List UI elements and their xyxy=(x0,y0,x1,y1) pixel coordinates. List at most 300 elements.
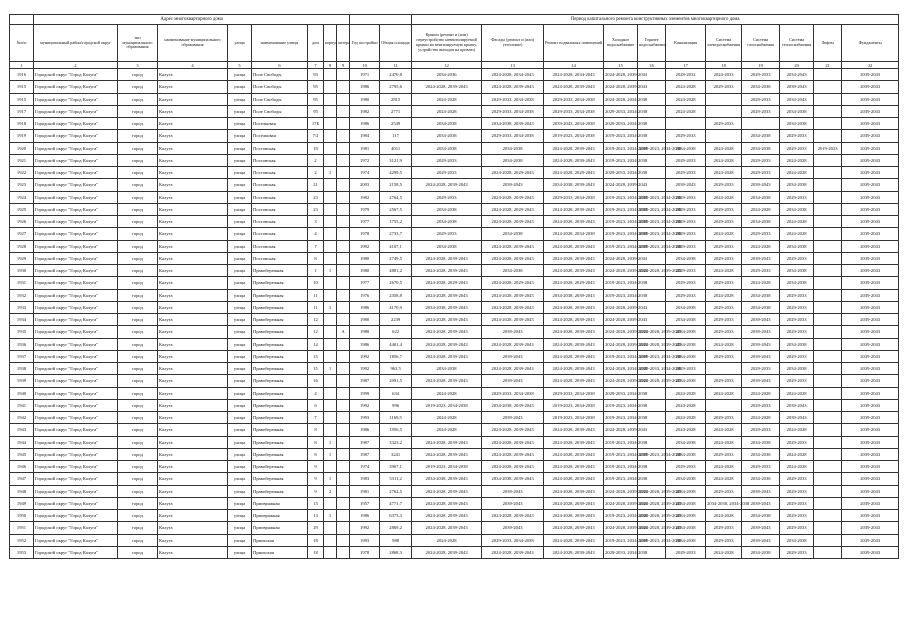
table-cell: 2029-2033 xyxy=(780,497,814,509)
table-cell: 2039-2043 xyxy=(842,301,899,313)
table-cell: 9 xyxy=(308,485,324,497)
table-cell: 2024-2028, 2039-2043 xyxy=(604,338,638,350)
table-cell: город xyxy=(118,118,158,130)
table-cell: 1932 xyxy=(10,289,34,301)
table-cell: город xyxy=(118,375,158,387)
table-cell: Калуга xyxy=(158,228,228,240)
table-cell: улица xyxy=(228,216,252,228)
table-cell: 2029-2033 xyxy=(742,154,780,166)
table-row xyxy=(10,473,899,485)
table-cell: Городской округ "Город Калуга" xyxy=(34,510,118,522)
table-cell: 2029-2033 xyxy=(706,326,742,338)
table-cell: 1920 xyxy=(10,142,34,154)
table-cell: Калуга xyxy=(158,81,228,93)
table-cell: 1 xyxy=(324,436,337,448)
table-cell: 2029-2033 xyxy=(666,546,706,558)
table-row xyxy=(10,252,899,264)
table-cell: 2024-2028, 2039-2043 xyxy=(544,363,604,375)
table-cell: 2034-2038, 2034-2038 xyxy=(706,497,742,509)
table-cell: город xyxy=(118,534,158,546)
column-header: Система газоснабжения xyxy=(742,25,780,62)
table-cell: 8 xyxy=(308,424,324,436)
table-cell: 1930 xyxy=(10,265,34,277)
column-number: 17 xyxy=(666,62,706,69)
table-cell: 95 xyxy=(308,81,324,93)
table-cell: 2029-2033 xyxy=(412,191,482,203)
table-cell xyxy=(337,473,350,485)
table-cell: 2019-2023, 2034-2038 xyxy=(604,534,638,546)
table-cell: 2029-2033, 2034-2038 xyxy=(604,118,638,130)
table-cell xyxy=(814,436,842,448)
table-cell: 2029-2033 xyxy=(742,461,780,473)
table-cell: 1980 xyxy=(350,252,380,264)
table-cell: 2034-2043 xyxy=(780,93,814,105)
column-number: 19 xyxy=(742,62,780,69)
table-cell: 2034-2038 xyxy=(666,485,706,497)
table-cell: 2019-2023, 2034-2038 xyxy=(604,436,638,448)
table-cell: улица xyxy=(228,69,252,81)
table-cell: 2024-2028, 2039-2043 xyxy=(482,424,544,436)
table-cell: 1986 xyxy=(350,510,380,522)
table-cell: 2034-2038 xyxy=(742,81,780,93)
table-cell: Городской округ "Город Калуга" xyxy=(34,399,118,411)
table-cell: 2029-2033 xyxy=(666,203,706,215)
table-cell: 1950 xyxy=(10,510,34,522)
table-cell xyxy=(324,142,337,154)
table-cell: 2019-2023, 2034-2038 xyxy=(638,350,666,362)
table-cell: Постовская xyxy=(252,142,308,154)
table-cell: 12 xyxy=(308,326,324,338)
table-cell: 2039-2043 xyxy=(482,179,544,191)
column-header: наименование муниципального образования xyxy=(158,25,228,62)
table-cell: 2024-2028, 2039-2043 xyxy=(604,179,638,191)
table-cell: Городской округ "Город Калуга" xyxy=(34,154,118,166)
column-header: Канализация xyxy=(666,25,706,62)
table-cell: Городской округ "Город Калуга" xyxy=(34,179,118,191)
column-header: дом xyxy=(308,25,324,62)
table-cell: 2024-2028 xyxy=(412,534,482,546)
table-cell: 2024-2028, 2039-2043 xyxy=(482,240,544,252)
table-cell: 2024-2028, 2039-2043 xyxy=(604,81,638,93)
table-cell: улица xyxy=(228,485,252,497)
table-cell: 2024-2028, 2039-2043 xyxy=(412,252,482,264)
table-cell: улица xyxy=(228,289,252,301)
column-header: Крыши (ремонт и (или) переустройство невентилируемой крыши на вентилируемую крышу, устройство выходов на кровлю) xyxy=(412,25,482,62)
table-cell: 2024-2028, 2034-2038 xyxy=(544,228,604,240)
table-cell: 1933 xyxy=(10,301,34,313)
table-cell: 2549 xyxy=(380,118,412,130)
table-cell: Калуга xyxy=(158,167,228,179)
table-cell: 2029-2033, 2034-2038 xyxy=(604,387,638,399)
table-cell: 2024-2028, 2039-2043 xyxy=(482,546,544,558)
table-cell: 5311,2 xyxy=(380,473,412,485)
table-cell: 2028-2032 xyxy=(666,69,706,81)
table-cell: 3241 xyxy=(380,448,412,460)
table-cell: 2 xyxy=(308,154,324,166)
table-cell: Городской округ "Город Калуга" xyxy=(34,461,118,473)
table-cell: улица xyxy=(228,130,252,142)
table-cell: Правобережная xyxy=(252,289,308,301)
table-cell: 2039-2043 xyxy=(780,412,814,424)
table-cell: 2034-2038 xyxy=(412,363,482,375)
table-cell: Правобережная xyxy=(252,314,308,326)
table-cell: Калуга xyxy=(158,350,228,362)
table-cell: Постовская xyxy=(252,252,308,264)
table-cell: 2039-2043 xyxy=(742,497,780,509)
column-number: 10 xyxy=(350,62,380,69)
table-cell: 2239 xyxy=(380,314,412,326)
table-cell: 634 xyxy=(380,387,412,399)
table-row xyxy=(10,277,899,289)
table-cell: 2029-2033, 2034-2038 xyxy=(604,167,638,179)
table-cell: 2039-2043 xyxy=(842,228,899,240)
table-cell: город xyxy=(118,448,158,460)
table-cell: 2029-2033 xyxy=(742,105,780,117)
table-cell: 2034-2038 xyxy=(742,436,780,448)
table-cell: 2029-2033, 2034-2038 xyxy=(482,93,544,105)
table-cell: 1915 xyxy=(10,93,34,105)
table-cell: 2024-2028, 2039-2043 xyxy=(604,314,638,326)
table-cell: 11 xyxy=(308,289,324,301)
column-number: 14 xyxy=(544,62,604,69)
column-number: 2 xyxy=(34,62,118,69)
table-cell: 2034-2038 xyxy=(742,216,780,228)
table-cell: 15 xyxy=(308,363,324,375)
table-cell: 2024-2028, 2039-2043 xyxy=(544,265,604,277)
table-cell: 2034-2038 xyxy=(412,118,482,130)
table-cell: 2029-2033 xyxy=(666,461,706,473)
table-cell: 2358,8 xyxy=(380,289,412,301)
table-cell: город xyxy=(118,203,158,215)
table-cell: Городской округ "Город Калуга" xyxy=(34,338,118,350)
table-cell: 2024-2028 xyxy=(780,154,814,166)
table-cell: 2029-2033 xyxy=(780,326,814,338)
table-cell xyxy=(337,448,350,460)
table-cell: А xyxy=(337,326,350,338)
table-row xyxy=(10,265,899,277)
table-cell: Городской округ "Город Калуга" xyxy=(34,412,118,424)
table-cell xyxy=(337,105,350,117)
column-header: №п/п xyxy=(10,25,34,62)
table-cell: 2024-2028, 2034-2038 xyxy=(604,93,638,105)
table-cell: 2024-2028 xyxy=(412,412,482,424)
table-cell: 95 xyxy=(308,93,324,105)
table-cell: 1948 xyxy=(10,485,34,497)
table-cell: 2034-2038 xyxy=(666,497,706,509)
table-cell: 2019-2023, 2034-2038 xyxy=(638,203,666,215)
repair-schedule-table xyxy=(9,14,899,559)
column-number: 18 xyxy=(706,62,742,69)
table-cell: 2024-2028 xyxy=(706,424,742,436)
table-row xyxy=(10,142,899,154)
table-cell: 2024-2028, 2039-2043 xyxy=(482,338,544,350)
table-cell: 2029-2033, 2034-2038 xyxy=(482,534,544,546)
table-cell: Городской округ "Город Калуга" xyxy=(34,350,118,362)
table-cell: 2034-2038 xyxy=(412,130,482,142)
table-cell xyxy=(324,350,337,362)
table-cell: Правобережная xyxy=(252,461,308,473)
table-cell xyxy=(814,191,842,203)
table-cell xyxy=(324,338,337,350)
table-cell: 1917 xyxy=(10,105,34,117)
table-cell xyxy=(324,69,337,81)
table-cell: Городской округ "Город Калуга" xyxy=(34,301,118,313)
table-cell xyxy=(706,93,742,105)
table-cell: 2024-2028, 2039-2043 xyxy=(412,375,482,387)
column-header: Горячее водоснабжение xyxy=(638,25,666,62)
table-cell: 988 xyxy=(380,534,412,546)
table-cell: Калуга xyxy=(158,69,228,81)
table-cell: 1992 xyxy=(350,399,380,411)
table-cell: 2034-2038, 2039-2043 xyxy=(412,301,482,313)
table-cell: 2039-2043 xyxy=(842,289,899,301)
table-cell: Калуга xyxy=(158,301,228,313)
table-cell: Правобережная xyxy=(252,412,308,424)
table-cell xyxy=(814,546,842,558)
table-cell: Городской округ "Город Калуга" xyxy=(34,534,118,546)
table-cell: 1169,5 xyxy=(380,412,412,424)
table-cell: 2733,7 xyxy=(380,228,412,240)
table-cell: 2034-2038 xyxy=(666,142,706,154)
table-cell: 1992 xyxy=(350,240,380,252)
table-cell: 2024-2028 xyxy=(706,228,742,240)
table-cell: 8 xyxy=(308,448,324,460)
table-cell: 1947 xyxy=(10,473,34,485)
table-cell: 1974 xyxy=(350,167,380,179)
table-row xyxy=(10,167,899,179)
table-cell: 3323,2 xyxy=(380,436,412,448)
table-cell xyxy=(337,522,350,534)
table-cell: Калуга xyxy=(158,105,228,117)
table-cell: 2024-2028 xyxy=(666,399,706,411)
table-cell: Калуга xyxy=(158,216,228,228)
table-cell: город xyxy=(118,265,158,277)
table-cell: 2029-2033 xyxy=(706,485,742,497)
table-cell: 1978 xyxy=(350,546,380,558)
document-sheet xyxy=(9,14,893,622)
table-cell: 2019-2023, 2034-2038 xyxy=(544,412,604,424)
table-cell: 4771,7 xyxy=(380,497,412,509)
table-cell: 2034-2038 xyxy=(666,510,706,522)
table-cell: 2029-2033 xyxy=(780,350,814,362)
table-cell: Калуга xyxy=(158,473,228,485)
table-cell: улица xyxy=(228,314,252,326)
table-row xyxy=(10,412,899,424)
table-cell: 2034-2038, 2039-2043 xyxy=(482,118,544,130)
column-number: 12 xyxy=(412,62,482,69)
table-cell xyxy=(337,363,350,375)
table-cell: 2034-2038, 2039-2043 xyxy=(544,179,604,191)
table-cell: 2024-2028 xyxy=(412,424,482,436)
column-number: 15 xyxy=(604,62,638,69)
table-cell: 2024-2028, 2039-2043 xyxy=(412,546,482,558)
table-cell: город xyxy=(118,473,158,485)
table-cell: 1988 xyxy=(350,326,380,338)
table-cell: 2024-2028, 2039-2043 xyxy=(544,546,604,558)
table-cell xyxy=(324,424,337,436)
table-cell: город xyxy=(118,301,158,313)
table-cell: 2039-2043 xyxy=(842,497,899,509)
table-cell: улица xyxy=(228,522,252,534)
table-row xyxy=(10,203,899,215)
table-cell: 2039-2043 xyxy=(842,167,899,179)
table-cell: 1 xyxy=(324,510,337,522)
table-cell: 1956,5 xyxy=(380,424,412,436)
table-cell: 23 xyxy=(308,191,324,203)
table-cell: Городской округ "Город Калуга" xyxy=(34,363,118,375)
table-cell: 1992 xyxy=(350,522,380,534)
table-cell: 2869,2 xyxy=(380,522,412,534)
table-cell: 2024-2028, 2039-2043 xyxy=(544,350,604,362)
table-cell: город xyxy=(118,314,158,326)
table-cell: 2470,8 xyxy=(380,69,412,81)
table-row xyxy=(10,387,899,399)
periods-group-header: Период капитального ремонта конструктивных элементов многоквартирного дома xyxy=(412,15,899,25)
table-cell: 2024-2028, 2039-2043 xyxy=(412,485,482,497)
table-cell: 16 xyxy=(308,375,324,387)
table-cell: 2039-2043 xyxy=(842,363,899,375)
table-cell xyxy=(324,534,337,546)
table-cell: город xyxy=(118,228,158,240)
table-cell xyxy=(814,252,842,264)
table-cell xyxy=(814,424,842,436)
table-cell: 2029-2033 xyxy=(706,203,742,215)
table-cell: Городской округ "Город Калуга" xyxy=(34,424,118,436)
table-cell xyxy=(337,350,350,362)
table-row xyxy=(10,179,899,191)
table-cell: 1993 xyxy=(350,534,380,546)
table-cell: 2029-2033 xyxy=(706,314,742,326)
table-cell: 2029-2033 xyxy=(666,265,706,277)
table-cell: Калуга xyxy=(158,522,228,534)
table-cell: 2019-2023, 2034-2038 xyxy=(544,130,604,142)
table-cell: 2024-2028, 2039-2043 xyxy=(544,448,604,460)
table-cell: Городской округ "Город Калуга" xyxy=(34,118,118,130)
table-cell: улица xyxy=(228,179,252,191)
table-cell: 4401,4 xyxy=(380,338,412,350)
table-cell: 1944 xyxy=(10,436,34,448)
table-cell: Городской округ "Город Калуга" xyxy=(34,375,118,387)
table-cell: 3 xyxy=(308,216,324,228)
table-cell: 2024-2028 xyxy=(706,473,742,485)
table-cell: 23 xyxy=(308,203,324,215)
table-cell: 2024-2028, 2039-2043 xyxy=(604,522,638,534)
table-cell: Правобережная xyxy=(252,277,308,289)
table-cell: Городской округ "Город Калуга" xyxy=(34,326,118,338)
table-cell: 2 xyxy=(324,485,337,497)
table-cell: 2019-2023, 2034-2038 xyxy=(638,448,666,460)
table-cell: 13 xyxy=(308,497,324,509)
table-cell: Правобережная xyxy=(252,424,308,436)
table-cell: 2039-2043 xyxy=(842,252,899,264)
table-cell: 8 xyxy=(308,252,324,264)
table-cell xyxy=(324,216,337,228)
table-cell: 2029-2033 xyxy=(666,289,706,301)
table-cell: 2024-2028, 2029-2043 xyxy=(482,167,544,179)
table-cell xyxy=(324,277,337,289)
table-cell: 2039-2043 xyxy=(482,350,544,362)
table-cell: 1 xyxy=(324,448,337,460)
table-cell xyxy=(337,485,350,497)
table-cell: 2039-2043 xyxy=(842,130,899,142)
table-cell xyxy=(337,375,350,387)
table-cell: 2029-2033, 2034-2038 xyxy=(604,105,638,117)
table-cell: 1976 xyxy=(350,289,380,301)
table-cell: улица xyxy=(228,546,252,558)
table-cell: 7/2 xyxy=(308,130,324,142)
table-cell: 2019-2023, 2034-2038 xyxy=(638,142,666,154)
table-cell: 7 xyxy=(308,412,324,424)
table-cell: Калуга xyxy=(158,277,228,289)
table-cell: 1938 xyxy=(10,363,34,375)
table-cell: 2039-2043 xyxy=(780,81,814,93)
table-cell: 2034-2038 xyxy=(780,265,814,277)
table-cell: 2019-2023, 2034-2038 xyxy=(604,399,638,411)
table-cell xyxy=(324,314,337,326)
table-cell: 2024-2028, 2039-2043 xyxy=(544,424,604,436)
table-cell xyxy=(814,118,842,130)
table-cell: 1943 xyxy=(10,424,34,436)
table-cell: Калуга xyxy=(158,412,228,424)
table-cell: 2024-2028 xyxy=(780,228,814,240)
table-cell: 2019-2023, 2034-2038 xyxy=(604,277,638,289)
table-cell: 2039-2043 xyxy=(842,142,899,154)
table-row xyxy=(10,228,899,240)
table-cell xyxy=(324,546,337,558)
table-cell: Калуга xyxy=(158,399,228,411)
table-cell: 1929 xyxy=(10,252,34,264)
table-cell xyxy=(324,81,337,93)
table-cell: 2024-2028, 2029-2043 xyxy=(482,203,544,215)
table-cell: Городской округ "Город Калуга" xyxy=(34,387,118,399)
table-cell: 2024-2028 xyxy=(706,154,742,166)
table-cell: Правобережная xyxy=(252,473,308,485)
table-cell xyxy=(324,375,337,387)
table-cell: Калуга xyxy=(158,338,228,350)
table-cell xyxy=(324,461,337,473)
column-header: Система теплоснабжения xyxy=(780,25,814,62)
table-cell: 2029-2033 xyxy=(706,240,742,252)
table-cell: 2024-2028, 2029-2043 xyxy=(544,167,604,179)
table-cell: улица xyxy=(228,93,252,105)
table-cell: 2029-2033 xyxy=(742,265,780,277)
table-cell xyxy=(324,93,337,105)
table-cell xyxy=(337,277,350,289)
table-cell: 2019-2023, 2034-2038 xyxy=(604,216,638,228)
table-cell: 2019-2023, 2034-2038 xyxy=(638,191,666,203)
table-cell: город xyxy=(118,510,158,522)
table-cell: 2029-2033, 2034-2038 xyxy=(604,546,638,558)
table-cell xyxy=(324,497,337,509)
table-cell: 2024-2028, 2039-2043 xyxy=(544,461,604,473)
column-header: Лифты xyxy=(814,25,842,62)
table-cell: 1952 xyxy=(10,534,34,546)
table-cell xyxy=(814,473,842,485)
table-cell: 2029-2033 xyxy=(666,167,706,179)
table-cell: 1957 xyxy=(350,497,380,509)
table-cell: 2029-2033 xyxy=(706,412,742,424)
table-cell: 95 xyxy=(308,105,324,117)
table-cell: 2039-2043 xyxy=(842,461,899,473)
table-cell: 2034-2038 xyxy=(666,522,706,534)
table-cell: 2034-2038 xyxy=(742,142,780,154)
table-cell xyxy=(666,118,706,130)
table-cell: 2029-2033 xyxy=(666,277,706,289)
table-cell: 2039-2043 xyxy=(482,375,544,387)
table-cell xyxy=(706,105,742,117)
table-cell: Правобережная xyxy=(252,375,308,387)
table-cell: 2039-2043 xyxy=(842,546,899,558)
